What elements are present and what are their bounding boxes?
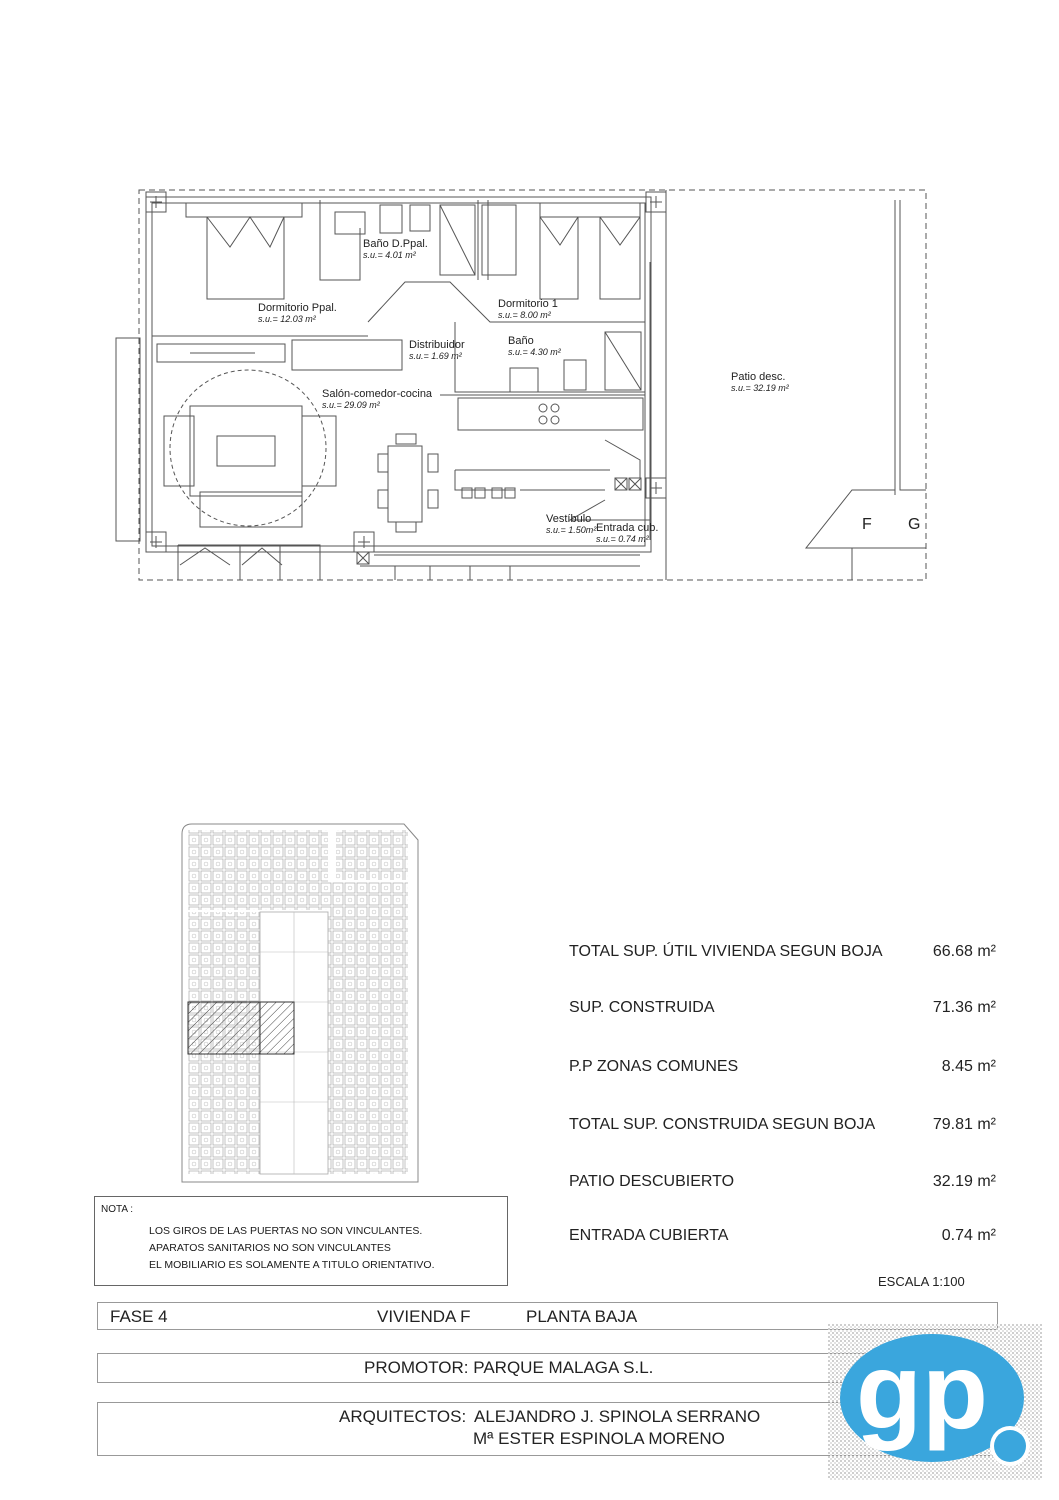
planta-label: PLANTA BAJA	[526, 1307, 638, 1326]
nota-line: LOS GIROS DE LAS PUERTAS NO SON VINCULANTES.	[149, 1225, 423, 1237]
area-label: P.P ZONAS COMUNES	[569, 1058, 739, 1075]
gp-logo-icon	[828, 1324, 1042, 1480]
room-area: s.u.= 4.30 m²	[508, 347, 561, 357]
area-label: TOTAL SUP. CONSTRUIDA SEGUN BOJA	[569, 1116, 876, 1133]
room-name: Baño D.Ppal.	[363, 238, 428, 250]
area-value: 71.36 m²	[932, 999, 996, 1016]
room-name: Baño	[508, 335, 534, 347]
room-label-vestibulo	[546, 514, 596, 535]
site-key-plan	[176, 822, 421, 1186]
room-label-dormitorio-ppal	[258, 303, 337, 324]
area-label: PATIO DESCUBIERTO	[569, 1173, 735, 1190]
area-value: 0.74 m²	[941, 1227, 996, 1244]
unit-marker-g: G	[908, 516, 921, 533]
nota-line: APARATOS SANITARIOS NO SON VINCULANTES	[149, 1242, 391, 1254]
room-area: s.u.= 12.03 m²	[258, 314, 316, 324]
room-name: Dormitorio 1	[498, 298, 558, 310]
arquitectos-label: ARQUITECTOS:	[339, 1407, 467, 1426]
room-name: Salón-comedor-cocina	[322, 388, 433, 400]
room-name: Dormitorio Ppal.	[258, 302, 337, 314]
arquitecto-1: ALEJANDRO J. SPINOLA SERRANO	[474, 1407, 761, 1426]
area-value: 32.19 m²	[932, 1173, 996, 1190]
logo-text: gp	[856, 1330, 988, 1451]
room-label-distribuidor	[409, 340, 465, 361]
room-label-bano	[508, 336, 561, 357]
room-name: Distribuidor	[409, 339, 465, 351]
nota-line: EL MOBILIARIO ES SOLAMENTE A TITULO ORIENTATIVO.	[149, 1259, 435, 1271]
scale-label: ESCALA 1:100	[878, 1274, 965, 1289]
area-value: 66.68 m²	[932, 943, 996, 960]
promotor-label: PROMOTOR: PARQUE MALAGA S.L.	[364, 1358, 654, 1377]
unit-marker-f: F	[862, 516, 872, 533]
room-area: s.u.= 1.69 m²	[409, 351, 462, 361]
room-label-patio	[731, 372, 789, 393]
vivienda-label: VIVIENDA F	[377, 1307, 471, 1326]
area-value: 79.81 m²	[932, 1116, 996, 1133]
room-area: s.u.= 1.50m²	[546, 525, 597, 535]
nota-heading: NOTA :	[101, 1204, 134, 1215]
room-label-dormitorio-1	[498, 299, 558, 320]
room-area: s.u.= 32.19 m²	[731, 383, 789, 393]
room-area: s.u.= 8.00 m²	[498, 310, 551, 320]
room-area: s.u.= 0.74 m²	[596, 534, 649, 544]
room-label-salon	[322, 389, 432, 410]
room-name: Vestíbulo	[546, 513, 592, 525]
arquitecto-2: Mª ESTER ESPINOLA MORENO	[473, 1429, 725, 1448]
room-label-entrada	[596, 523, 658, 544]
room-label-bano-ppal	[363, 239, 428, 260]
fase-label: FASE 4	[110, 1307, 168, 1326]
area-label: TOTAL SUP. ÚTIL VIVIENDA SEGUN BOJA	[569, 943, 883, 960]
room-area: s.u.= 29.09 m²	[322, 400, 380, 410]
area-label: SUP. CONSTRUIDA	[569, 999, 715, 1016]
nota-box	[94, 1196, 508, 1286]
room-name: Patio desc.	[731, 371, 786, 383]
room-name: Entrada cub.	[596, 522, 659, 534]
area-value: 8.45 m²	[941, 1058, 996, 1075]
room-area: s.u.= 4.01 m²	[363, 250, 416, 260]
area-label: ENTRADA CUBIERTA	[569, 1227, 729, 1244]
